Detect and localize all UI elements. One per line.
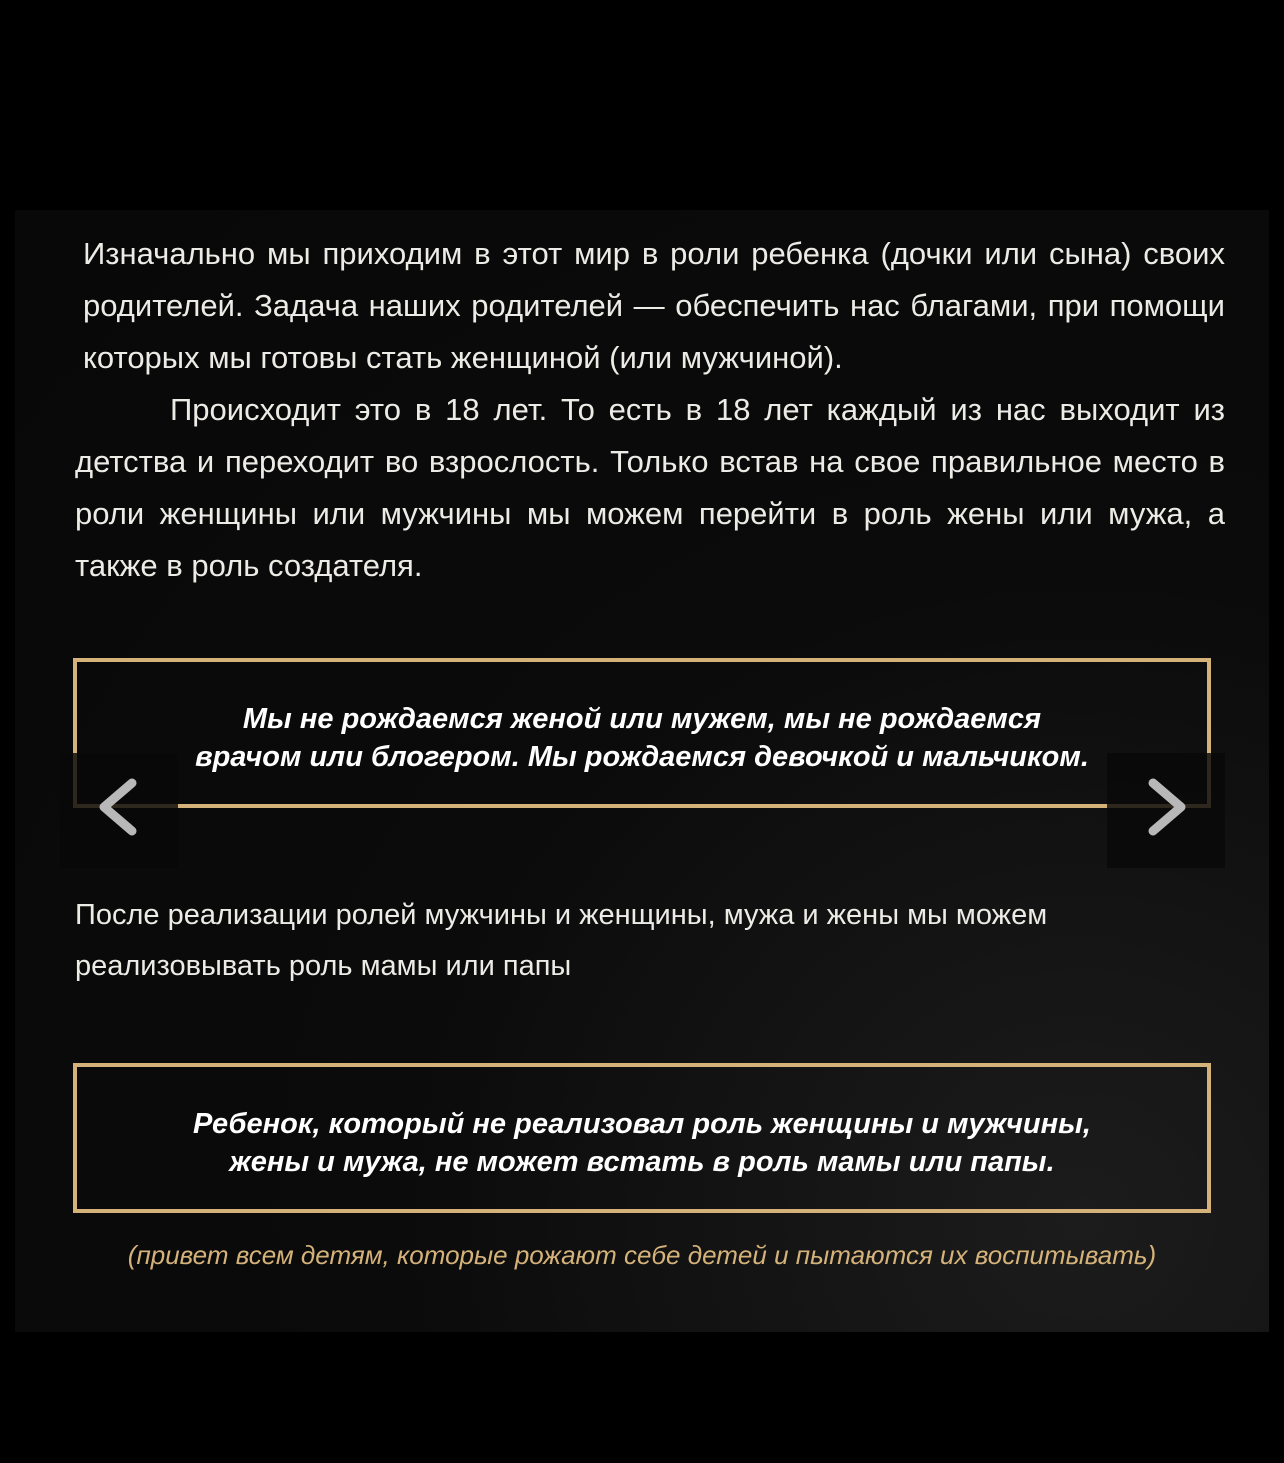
quote-1-line-2: врачом или блогером. Мы рождаемся девочкой и мальчиком. <box>195 741 1089 773</box>
paragraph-2: Происходит это в 18 лет. То есть в 18 лет каждый из нас выходит из детства и переходит во взрослость. Только встав на свое правильное место в роли женщины или мужчины мы можем перейти в роль жены или мужа, а также в роль создателя. <box>75 392 1225 583</box>
paragraph-3: После реализации ролей мужчины и женщины, мужа и жены мы можем реализовывать роль мамы или папы <box>75 899 1048 982</box>
slide-panel <box>15 210 1269 1332</box>
paragraph-1: Изначально мы приходим в этот мир в роли ребенка (дочки или сына) своих родителей. Задача наших родителей — обеспечить нас благами, при помощи которых мы готовы стать женщиной (или мужчиной). <box>83 236 1225 375</box>
quote-box-1 <box>73 658 1211 808</box>
quote-2-line-1: Ребенок, который не реализовал роль женщины и мужчины, <box>193 1108 1091 1140</box>
prev-slide-button[interactable] <box>60 753 178 868</box>
chevron-right-icon <box>1107 753 1225 868</box>
quote-1-line-1: Мы не рождаемся женой или мужем, мы не рождаемся <box>242 703 1042 735</box>
quote-2-line-2: жены и мужа, не может встать в роль мамы или папы. <box>229 1146 1055 1178</box>
quote-box-2 <box>73 1063 1211 1213</box>
next-slide-button[interactable] <box>1107 753 1225 868</box>
intro-text <box>75 228 1225 592</box>
footnote: (привет всем детям, которые рожают себе детей и пытаются их воспитывать) <box>127 1240 1157 1270</box>
chevron-left-icon <box>60 753 178 868</box>
